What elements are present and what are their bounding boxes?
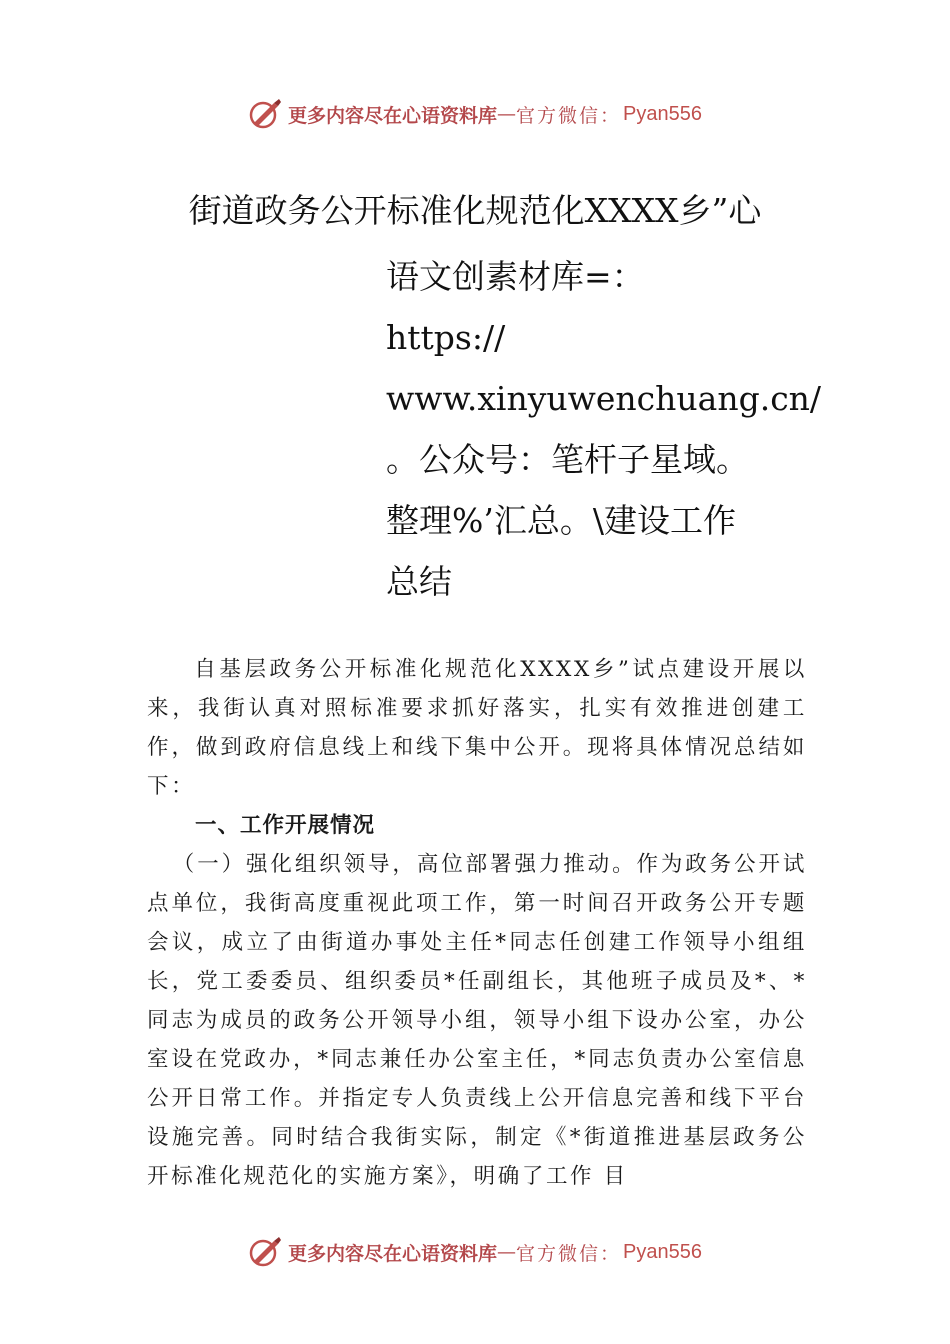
- title-line: www.xinyuwenchuang.cn/: [386, 379, 822, 418]
- pen-logo-icon: [248, 1235, 282, 1269]
- banner-wechat-label: 官方微信：: [516, 104, 622, 127]
- title-line: 。公众号：笔杆子星域。: [386, 440, 749, 479]
- banner-main-text: 更多内容尽在心语资料库: [288, 104, 498, 127]
- document-body: [147, 650, 807, 1196]
- banner-separator: —: [497, 103, 517, 125]
- pen-logo-icon: [248, 97, 282, 131]
- banner-wechat-id: Pyan556: [623, 102, 702, 125]
- title-continuation: [386, 246, 822, 612]
- title-line: 语文创素材库=：: [386, 257, 645, 296]
- title-line: 总结: [386, 562, 452, 601]
- banner-wechat-label: 官方微信：: [516, 1242, 622, 1265]
- footer-watermark-banner: [0, 1232, 950, 1272]
- banner-separator: —: [497, 1241, 517, 1263]
- banner-main-text: 更多内容尽在心语资料库: [288, 1242, 498, 1265]
- intro-paragraph: 自基层政务公开标准化规范化XXXX乡”试点建设开展以来，我街认真对照标准要求抓好落实，扎实有效推进创建工作，做到政府信息线上和线下集中公开。现将具体情况总结如下：: [147, 657, 807, 799]
- title-line: https://: [386, 318, 506, 357]
- header-watermark-banner: [0, 94, 950, 134]
- section-paragraph: （一）强化组织领导，高位部署强力推动。作为政务公开试点单位，我街高度重视此项工作，第一时间召开政务公开专题会议，成立了由街道办事处主任*同志任创建工作领导小组组长，党工委委员、组织委员*任副组长，其他班子成员及*、*同志为成员的政务公开领导小组，领导小组下设办公室，办公室设在党政办，*同志兼任办公室主任，*同志负责办公室信息公开日常工作。并指定专人负责线上公开信息完善和线下平台设施完善。同时结合我街实际，制定《*街道推进基层政务公开标准化规范化的实施方案》，明确了工作 目: [147, 852, 807, 1189]
- document-title: 街道政务公开标准化规范化XXXX乡”心: [188, 191, 762, 230]
- section-heading: 一、工作开展情况: [195, 813, 376, 838]
- banner-wechat-id: Pyan556: [623, 1240, 702, 1263]
- title-line: 整理%’汇总。\建设工作: [386, 501, 736, 540]
